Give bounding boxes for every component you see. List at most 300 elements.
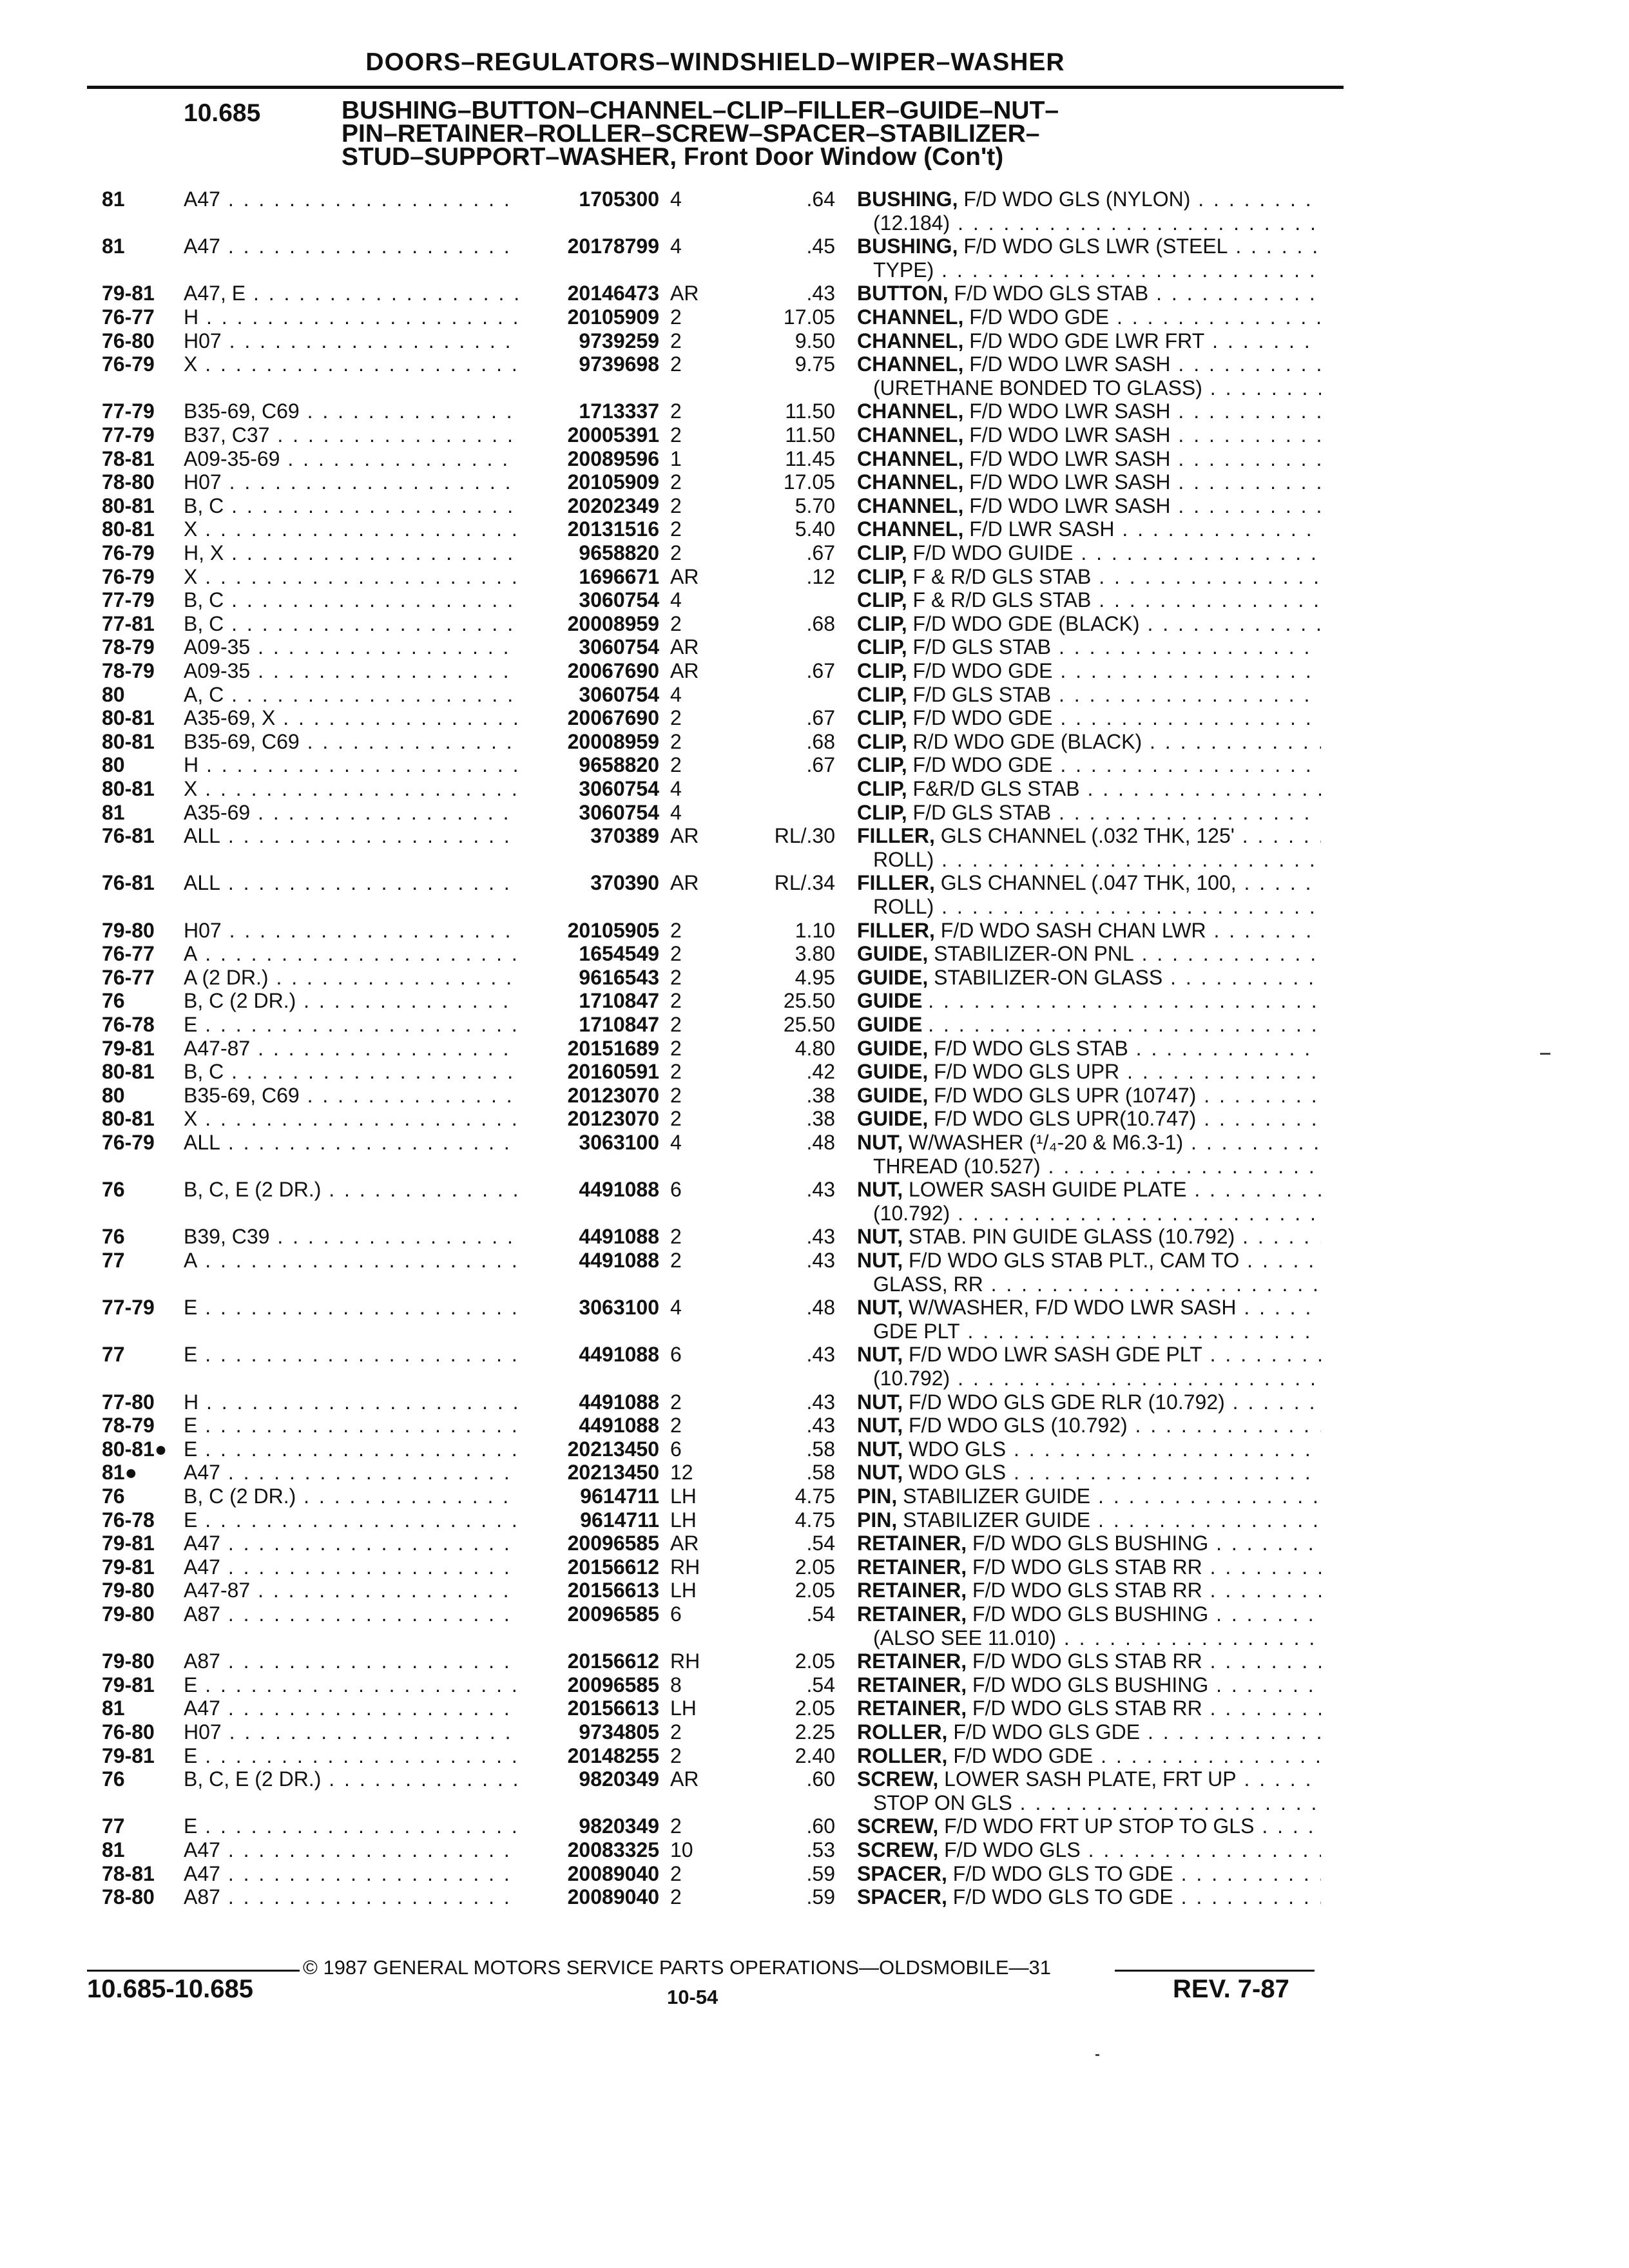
part-row <box>0 187 1629 211</box>
part-description-text: F/D WDO GLS STAB <box>934 1036 1128 1060</box>
part-number: 20156613 <box>567 1696 659 1720</box>
part-number: 9734805 <box>579 1720 659 1744</box>
part-name: SCREW, <box>857 1814 939 1838</box>
part-description <box>857 1130 1321 1155</box>
part-description-text: F/D WDO GLS UPR <box>934 1060 1120 1084</box>
part-row-continuation <box>0 1272 1629 1296</box>
part-description <box>857 635 1321 659</box>
part-quantity: 8 <box>670 1673 682 1696</box>
part-years: 79-80 <box>102 1649 155 1673</box>
part-row <box>0 541 1629 565</box>
part-row <box>0 281 1629 305</box>
part-description-continuation: ROLL) . . . <box>873 894 1321 919</box>
part-row <box>0 1342 1629 1367</box>
part-price: .43 <box>806 1343 835 1367</box>
part-number: 1710847 <box>579 989 659 1013</box>
part-description-text: WDO GLS <box>909 1461 1007 1485</box>
part-number: 20089040 <box>567 1861 659 1885</box>
part-description-text: WDO GLS <box>909 1437 1007 1461</box>
part-row <box>0 1744 1629 1768</box>
part-description <box>857 494 1321 518</box>
part-models: B35-69, C69 . . . <box>184 1083 519 1108</box>
part-name: CLIP, <box>857 753 907 777</box>
part-description-text: F/D WDO SASH CHAN LWR <box>940 918 1206 942</box>
part-description-text: R/D WDO GDE (BLACK) <box>912 729 1142 753</box>
part-models: E . . . <box>184 1295 519 1320</box>
part-models: A87 . . . <box>184 1649 519 1673</box>
part-description <box>857 1720 1321 1744</box>
part-years: 81 <box>102 800 125 824</box>
part-price: .54 <box>806 1673 835 1696</box>
part-price: 4.75 <box>795 1508 835 1532</box>
part-row <box>0 753 1629 777</box>
part-row-continuation <box>0 376 1629 400</box>
part-number: 20105905 <box>567 918 659 942</box>
part-description-text: F/D WDO FRT UP STOP TO GLS <box>944 1814 1255 1838</box>
part-years: 80-81 <box>102 729 155 753</box>
part-quantity: 6 <box>670 1178 682 1202</box>
part-description-text: STABILIZER GUIDE <box>903 1508 1091 1532</box>
part-price: .38 <box>806 1083 835 1107</box>
footer-section-range: 10.685-10.685 <box>87 1975 254 2003</box>
part-price: 4.95 <box>795 965 835 989</box>
part-row <box>0 635 1629 659</box>
part-name: CHANNEL, <box>857 423 964 447</box>
part-number: 20123070 <box>567 1107 659 1131</box>
part-name: BUSHING, <box>857 235 958 258</box>
part-price: .68 <box>806 729 835 753</box>
part-name: CLIP, <box>857 706 907 730</box>
part-quantity: 2 <box>670 305 682 329</box>
part-price: 17.05 <box>783 305 835 329</box>
part-description <box>857 1744 1321 1768</box>
part-models: H07 . . . <box>184 918 519 943</box>
part-description-text: F/D WDO GLS GDE RLR (10.792) <box>909 1390 1225 1414</box>
part-name: FILLER, <box>857 824 935 848</box>
part-description-text: F/D GLS STAB <box>912 635 1052 659</box>
part-quantity: 2 <box>670 942 682 966</box>
part-models: B39, C39 . . . <box>184 1224 519 1249</box>
part-quantity: 12 <box>670 1461 693 1485</box>
part-name: RETAINER, <box>857 1696 967 1720</box>
page-header-title: DOORS–REGULATORS–WINDSHIELD–WIPER–WASHER <box>365 48 1065 76</box>
part-years: 80-81 <box>102 494 155 517</box>
part-name: CLIP, <box>857 611 907 635</box>
part-price: 25.50 <box>783 1013 835 1036</box>
part-row-continuation <box>0 847 1629 872</box>
part-row <box>0 1484 1629 1508</box>
part-description-text: F/D WDO GDE (BLACK) <box>912 611 1140 635</box>
part-name: CLIP, <box>857 800 907 824</box>
part-number: 20160591 <box>567 1060 659 1084</box>
part-row-continuation <box>0 1154 1629 1178</box>
part-number: 4491088 <box>579 1249 659 1272</box>
part-number: 20008959 <box>567 611 659 635</box>
part-row-continuation <box>0 1201 1629 1225</box>
part-description-text: F/D WDO GUIDE <box>912 541 1074 564</box>
part-price: 2.05 <box>795 1696 835 1720</box>
part-quantity: 2 <box>670 1249 682 1272</box>
part-models: A . . . <box>184 941 519 966</box>
part-row <box>0 1885 1629 1909</box>
part-row <box>0 1413 1629 1437</box>
part-row <box>0 988 1629 1013</box>
part-quantity: LH <box>670 1485 697 1508</box>
part-row <box>0 1602 1629 1626</box>
part-name: CHANNEL, <box>857 447 964 470</box>
part-quantity: 6 <box>670 1602 682 1626</box>
part-models: B, C, E (2 DR.) . . . <box>184 1767 519 1791</box>
part-number: 3063100 <box>579 1296 659 1320</box>
part-years: 76-81 <box>102 871 155 895</box>
part-description-text: LOWER SASH PLATE, FRT UP <box>944 1767 1237 1791</box>
part-description <box>857 965 1321 990</box>
part-price: 4.75 <box>795 1485 835 1508</box>
part-row <box>0 729 1629 754</box>
part-years: 77-79 <box>102 399 155 423</box>
part-name: NUT, <box>857 1437 903 1461</box>
part-description <box>857 423 1321 447</box>
part-description <box>857 870 1321 895</box>
part-description-continuation: (ALSO SEE 11.010) . . . <box>873 1626 1321 1650</box>
part-years: 76-79 <box>102 541 155 564</box>
part-row <box>0 611 1629 636</box>
part-number: 20105909 <box>567 305 659 329</box>
part-quantity: AR <box>670 1532 699 1555</box>
part-description <box>857 305 1321 329</box>
part-number: 20067690 <box>567 659 659 682</box>
part-description <box>857 823 1321 848</box>
part-description <box>857 1555 1321 1579</box>
part-row <box>0 1012 1629 1037</box>
part-description <box>857 1602 1321 1626</box>
part-quantity: 2 <box>670 1720 682 1744</box>
part-number: 3060754 <box>579 682 659 706</box>
part-row <box>0 447 1629 471</box>
part-models: ALL . . . <box>184 870 519 895</box>
part-row <box>0 494 1629 518</box>
part-number: 9658820 <box>579 753 659 777</box>
part-price: 9.50 <box>795 329 835 352</box>
part-quantity: 2 <box>670 1885 682 1909</box>
part-years: 78-80 <box>102 1885 155 1909</box>
part-row-continuation <box>0 258 1629 282</box>
part-row <box>0 1696 1629 1720</box>
part-quantity: LH <box>670 1579 697 1602</box>
part-models: A87 . . . <box>184 1602 519 1626</box>
part-number: 20089040 <box>567 1885 659 1909</box>
part-name: GUIDE <box>857 989 923 1013</box>
part-description <box>857 588 1321 612</box>
part-quantity: 6 <box>670 1437 682 1461</box>
part-name: NUT, <box>857 1461 903 1485</box>
part-description <box>857 1484 1321 1508</box>
part-description-text: F/D GLS STAB <box>912 682 1052 706</box>
part-name: CHANNEL, <box>857 352 964 376</box>
part-description <box>857 941 1321 966</box>
part-row <box>0 1673 1629 1697</box>
part-number: 20148255 <box>567 1744 659 1767</box>
part-models: A47 . . . <box>184 1555 519 1579</box>
part-years: 76-77 <box>102 942 155 966</box>
part-name: ROLLER, <box>857 1720 948 1744</box>
part-price: 5.40 <box>795 517 835 541</box>
part-models: B, C . . . <box>184 588 519 612</box>
part-name: RETAINER, <box>857 1649 967 1673</box>
part-description <box>857 729 1321 754</box>
part-number: 370390 <box>590 871 659 895</box>
part-price: 25.50 <box>783 989 835 1013</box>
part-description-text: F/D WDO GDE <box>969 305 1110 329</box>
part-row-continuation <box>0 211 1629 235</box>
part-description-text: F/D WDO GLS STAB RR <box>972 1696 1202 1720</box>
part-price: 17.05 <box>783 470 835 494</box>
part-description-text: W/WASHER, F/D WDO LWR SASH <box>909 1296 1237 1320</box>
part-description-continuation: (URETHANE BONDED TO GLASS) . . . <box>873 376 1321 400</box>
part-description-text: STABILIZER-ON PNL <box>934 942 1134 966</box>
part-row <box>0 234 1629 258</box>
part-years: 78-79 <box>102 659 155 682</box>
part-row <box>0 329 1629 353</box>
part-quantity: 6 <box>670 1343 682 1367</box>
part-quantity: AR <box>670 871 699 895</box>
part-years: 79-81 <box>102 1555 155 1579</box>
part-price: .67 <box>806 706 835 730</box>
part-description <box>857 1460 1321 1485</box>
part-name: NUT, <box>857 1131 903 1154</box>
part-name: CHANNEL, <box>857 305 964 329</box>
part-number: 4491088 <box>579 1390 659 1414</box>
part-models: B35-69, C69 . . . <box>184 729 519 754</box>
group-title-line: BUSHING–BUTTON–CHANNEL–CLIP–FILLER–GUIDE–NUT– <box>342 97 1059 124</box>
part-number: 20067690 <box>567 706 659 730</box>
part-name: CLIP, <box>857 541 907 564</box>
part-number: 20213450 <box>567 1437 659 1461</box>
part-quantity: 2 <box>670 989 682 1013</box>
part-number: 20213450 <box>567 1461 659 1485</box>
part-quantity: 2 <box>670 423 682 447</box>
part-models: A09-35 . . . <box>184 658 519 683</box>
part-models: E . . . <box>184 1744 519 1768</box>
part-years: 78-79 <box>102 1414 155 1437</box>
part-price: .67 <box>806 659 835 682</box>
part-row <box>0 776 1629 801</box>
part-models: ALL . . . <box>184 1130 519 1155</box>
part-models: A . . . <box>184 1248 519 1273</box>
part-name: SCREW, <box>857 1838 939 1861</box>
part-models: H . . . <box>184 753 519 777</box>
part-models: X . . . <box>184 517 519 541</box>
part-description <box>857 706 1321 730</box>
part-description <box>857 988 1321 1013</box>
part-name: CLIP, <box>857 682 907 706</box>
part-row <box>0 1036 1629 1061</box>
part-quantity: 2 <box>670 706 682 730</box>
part-name: NUT, <box>857 1249 903 1272</box>
part-years: 78-79 <box>102 635 155 659</box>
part-name: RETAINER, <box>857 1555 967 1579</box>
part-description <box>857 281 1321 305</box>
part-quantity: 2 <box>670 1060 682 1084</box>
part-years: 76-79 <box>102 1131 155 1154</box>
part-description-text: W/WASHER (¹/₄-20 & M6.3-1) <box>909 1131 1184 1154</box>
part-models: E . . . <box>184 1437 519 1461</box>
part-years: 76 <box>102 1485 125 1508</box>
part-description-text: F/D WDO GLS GDE <box>953 1720 1141 1744</box>
part-number: 20131516 <box>567 517 659 541</box>
part-years: 81● <box>102 1461 137 1485</box>
footer-revision: REV. 7-87 <box>1173 1975 1289 2003</box>
part-row <box>0 1059 1629 1084</box>
part-description-text: GLS CHANNEL (.047 THK, 100, <box>940 871 1237 895</box>
part-price: .45 <box>806 235 835 258</box>
part-description <box>857 1885 1321 1909</box>
part-models: A47 . . . <box>184 1696 519 1720</box>
part-name: SPACER, <box>857 1861 947 1885</box>
part-years: 81 <box>102 1696 125 1720</box>
part-number: 20096585 <box>567 1673 659 1696</box>
part-models: A47-87 . . . <box>184 1036 519 1061</box>
part-number: 1696671 <box>579 564 659 588</box>
part-price: 11.50 <box>785 423 835 447</box>
part-description-text: F/D WDO LWR SASH <box>969 399 1171 423</box>
part-number: 9820349 <box>579 1767 659 1791</box>
part-years: 79-81 <box>102 1744 155 1767</box>
part-name: GUIDE, <box>857 942 929 966</box>
part-row <box>0 352 1629 376</box>
part-number: 3060754 <box>579 777 659 800</box>
part-description-text: F/D WDO GDE <box>912 753 1053 777</box>
part-price: .48 <box>806 1296 835 1320</box>
part-row <box>0 1838 1629 1862</box>
part-models: A, C . . . <box>184 682 519 707</box>
part-number: 4491088 <box>579 1414 659 1437</box>
part-name: CLIP, <box>857 564 907 588</box>
part-years: 79-81 <box>102 1532 155 1555</box>
part-quantity: 2 <box>670 470 682 494</box>
part-number: 1654549 <box>579 942 659 966</box>
part-description-continuation: ROLL) . . . <box>873 847 1321 872</box>
part-row <box>0 1555 1629 1579</box>
part-description <box>857 399 1321 423</box>
part-number: 20156612 <box>567 1649 659 1673</box>
part-description-text: F/D WDO GLS TO GDE <box>952 1885 1173 1909</box>
part-description-text: F/D WDO GDE <box>912 706 1053 730</box>
part-number: 9616543 <box>579 965 659 989</box>
part-row-continuation <box>0 1791 1629 1815</box>
part-number: 20146473 <box>567 282 659 305</box>
part-number: 1713337 <box>579 399 659 423</box>
part-models: E . . . <box>184 1342 519 1367</box>
part-quantity: RH <box>670 1649 700 1673</box>
part-description <box>857 1059 1321 1084</box>
part-row <box>0 682 1629 707</box>
part-description <box>857 1861 1321 1886</box>
part-description <box>857 1767 1321 1791</box>
part-models: A47 . . . <box>184 234 519 258</box>
part-years: 76-77 <box>102 305 155 329</box>
part-years: 76 <box>102 989 125 1013</box>
part-years: 81 <box>102 187 125 211</box>
part-row <box>0 1437 1629 1461</box>
part-description-continuation: STOP ON GLS . . . <box>873 1791 1321 1815</box>
part-name: CHANNEL, <box>857 470 964 494</box>
part-description-text: F/D WDO GLS STAB RR <box>972 1555 1202 1579</box>
part-description-text: F/D WDO LWR SASH <box>969 423 1171 447</box>
part-quantity: 2 <box>670 1390 682 1414</box>
part-years: 76 <box>102 1225 125 1249</box>
part-models: E . . . <box>184 1508 519 1532</box>
part-description-text: F&R/D GLS STAB <box>912 777 1080 800</box>
part-models: E . . . <box>184 1814 519 1838</box>
part-models: H, X . . . <box>184 541 519 565</box>
part-number: 9658820 <box>579 541 659 564</box>
part-years: 80 <box>102 682 125 706</box>
part-years: 76-79 <box>102 564 155 588</box>
part-description <box>857 1673 1321 1697</box>
part-name: RETAINER, <box>857 1579 967 1602</box>
part-quantity: LH <box>670 1696 697 1720</box>
part-years: 81 <box>102 1838 125 1861</box>
scan-speck <box>1540 1053 1550 1055</box>
part-quantity: 10 <box>670 1838 693 1861</box>
part-number: 3060754 <box>579 800 659 824</box>
part-row <box>0 423 1629 447</box>
part-description-continuation: GDE PLT . . . <box>873 1319 1321 1343</box>
part-years: 76-80 <box>102 1720 155 1744</box>
part-description <box>857 352 1321 376</box>
part-row-continuation <box>0 1319 1629 1343</box>
part-price: 11.45 <box>785 447 835 470</box>
part-name: NUT, <box>857 1390 903 1414</box>
part-description <box>857 1177 1321 1202</box>
part-quantity: 2 <box>670 729 682 753</box>
part-row <box>0 588 1629 612</box>
part-description <box>857 1696 1321 1720</box>
part-number: 20151689 <box>567 1036 659 1060</box>
part-models: X . . . <box>184 352 519 376</box>
part-years: 80-81● <box>102 1437 168 1461</box>
part-quantity: AR <box>670 635 699 659</box>
part-description <box>857 1106 1321 1131</box>
part-name: BUSHING, <box>857 187 958 211</box>
part-number: 3063100 <box>579 1131 659 1154</box>
part-price: .38 <box>806 1107 835 1131</box>
part-description-text: F & R/D GLS STAB <box>912 564 1092 588</box>
part-price: .43 <box>806 1225 835 1249</box>
part-description-text: F/D WDO GLS BUSHING <box>972 1602 1209 1626</box>
part-row <box>0 470 1629 494</box>
part-models: ALL . . . <box>184 823 519 848</box>
part-number: 3060754 <box>579 635 659 659</box>
part-description-continuation: (10.792) . . . <box>873 1366 1321 1390</box>
part-name: CHANNEL, <box>857 399 964 423</box>
part-description-text: F/D WDO GLS STAB <box>954 282 1149 305</box>
part-description-continuation: THREAD (10.527) . . . <box>873 1154 1321 1178</box>
part-price: RL/.34 <box>774 871 835 895</box>
part-years: 80-81 <box>102 706 155 730</box>
part-models: A47 . . . <box>184 1861 519 1886</box>
part-models: A09-35-69 . . . <box>184 447 519 471</box>
part-description <box>857 517 1321 541</box>
part-models: H07 . . . <box>184 329 519 353</box>
part-quantity: 4 <box>670 1131 682 1154</box>
part-name: RETAINER, <box>857 1673 967 1696</box>
part-models: A47 . . . <box>184 1838 519 1862</box>
part-years: 76-81 <box>102 824 155 848</box>
part-name: GUIDE, <box>857 1060 929 1084</box>
part-name: CLIP, <box>857 588 907 612</box>
